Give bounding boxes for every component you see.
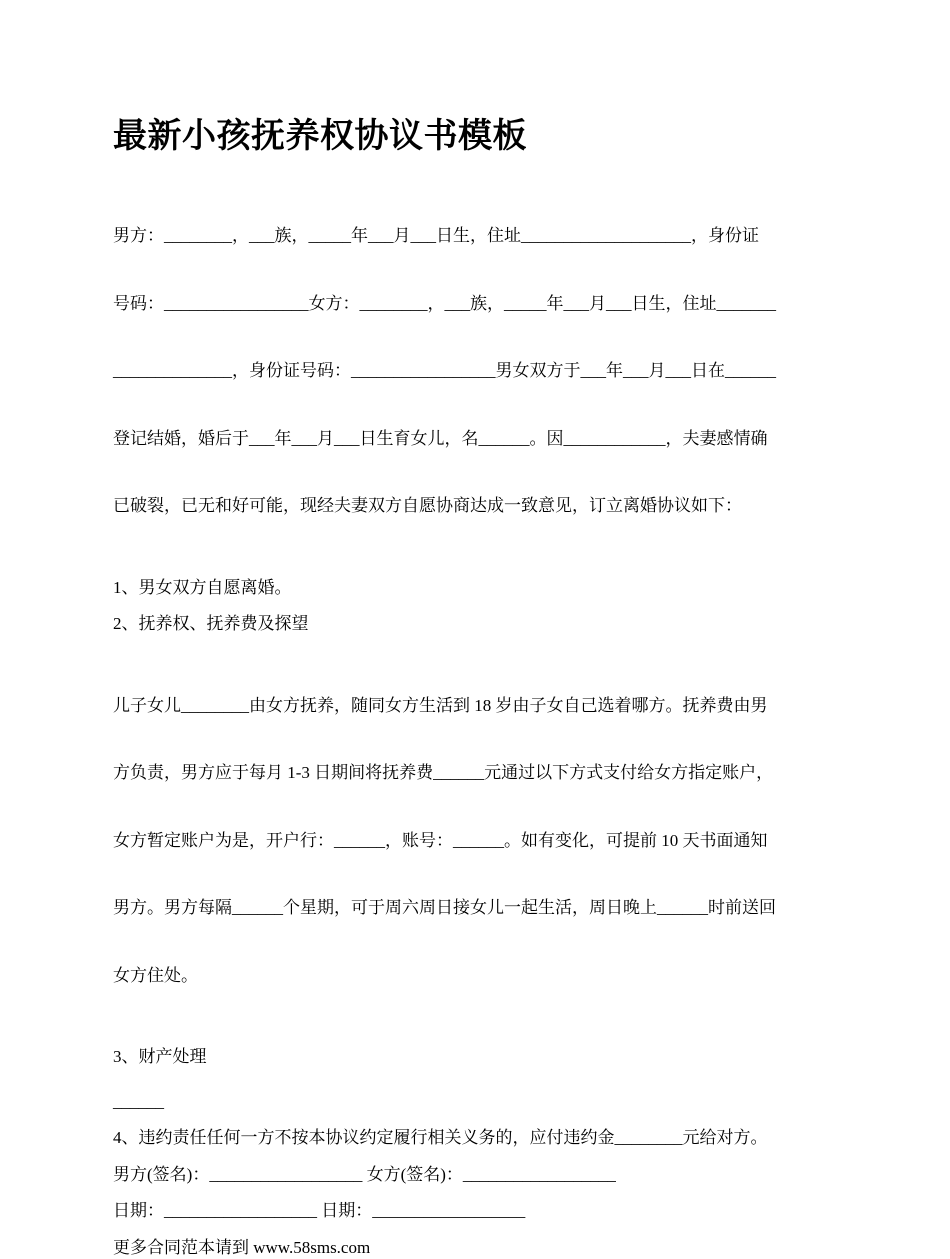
clause-4: 4、违约责任任何一方不按本协议约定履行相关义务的，应付违约金________元给对方。 — [113, 1127, 840, 1150]
clause-2-line: 女方暂定账户为是，开户行：______，账号：______。如有变化，可提前 10 天书面通知 — [113, 830, 840, 853]
intro-paragraph — [113, 180, 840, 563]
document-content — [113, 112, 840, 1259]
clause-1: 1、男女双方自愿离婚。 — [113, 577, 840, 600]
signature-line: 男方(签名)：__________________ 女方(签名)：__________________ — [113, 1164, 840, 1187]
clause-3-title: 3、财产处理 — [113, 1046, 840, 1069]
footer-link-text: 更多合同范本请到 www.58sms.com — [113, 1237, 840, 1259]
intro-line: 登记结婚，婚后于___年___月___日生育女儿，名______。因____________，夫妻感情确 — [113, 428, 840, 451]
clause-2-line: 方负责，男方应于每月 1-3 日期间将抚养费______元通过以下方式支付给女方指定账户， — [113, 762, 840, 785]
clause-2-title: 2、抚养权、抚养费及探望 — [113, 613, 840, 636]
intro-line: 已破裂，已无和好可能，现经夫妻双方自愿协商达成一致意见，订立离婚协议如下： — [113, 495, 840, 518]
clause-2-line: 男方。男方每隔______个星期，可于周六周日接女儿一起生活，周日晚上______时前送回 — [113, 897, 840, 920]
clause-2-line: 女方住处。 — [113, 965, 840, 988]
clause-3-blank: ______ — [113, 1091, 840, 1114]
intro-line: 号码：_________________女方：________，___族，_____年___月___日生，住址_______ — [113, 293, 840, 316]
date-line: 日期：__________________ 日期：__________________ — [113, 1200, 840, 1223]
intro-line: ______________，身份证号码：_________________男女双方于___年___月___日在______ — [113, 360, 840, 383]
document-title: 最新小孩抚养权协议书模板 — [113, 112, 840, 160]
clause-2-body — [113, 650, 840, 1033]
intro-line: 男方：________，___族，_____年___月___日生，住址____________________，身份证 — [113, 225, 840, 248]
clause-2-line: 儿子女儿________由女方抚养，随同女方生活到 18 岁由子女自己选着哪方。抚养费由男 — [113, 695, 840, 718]
